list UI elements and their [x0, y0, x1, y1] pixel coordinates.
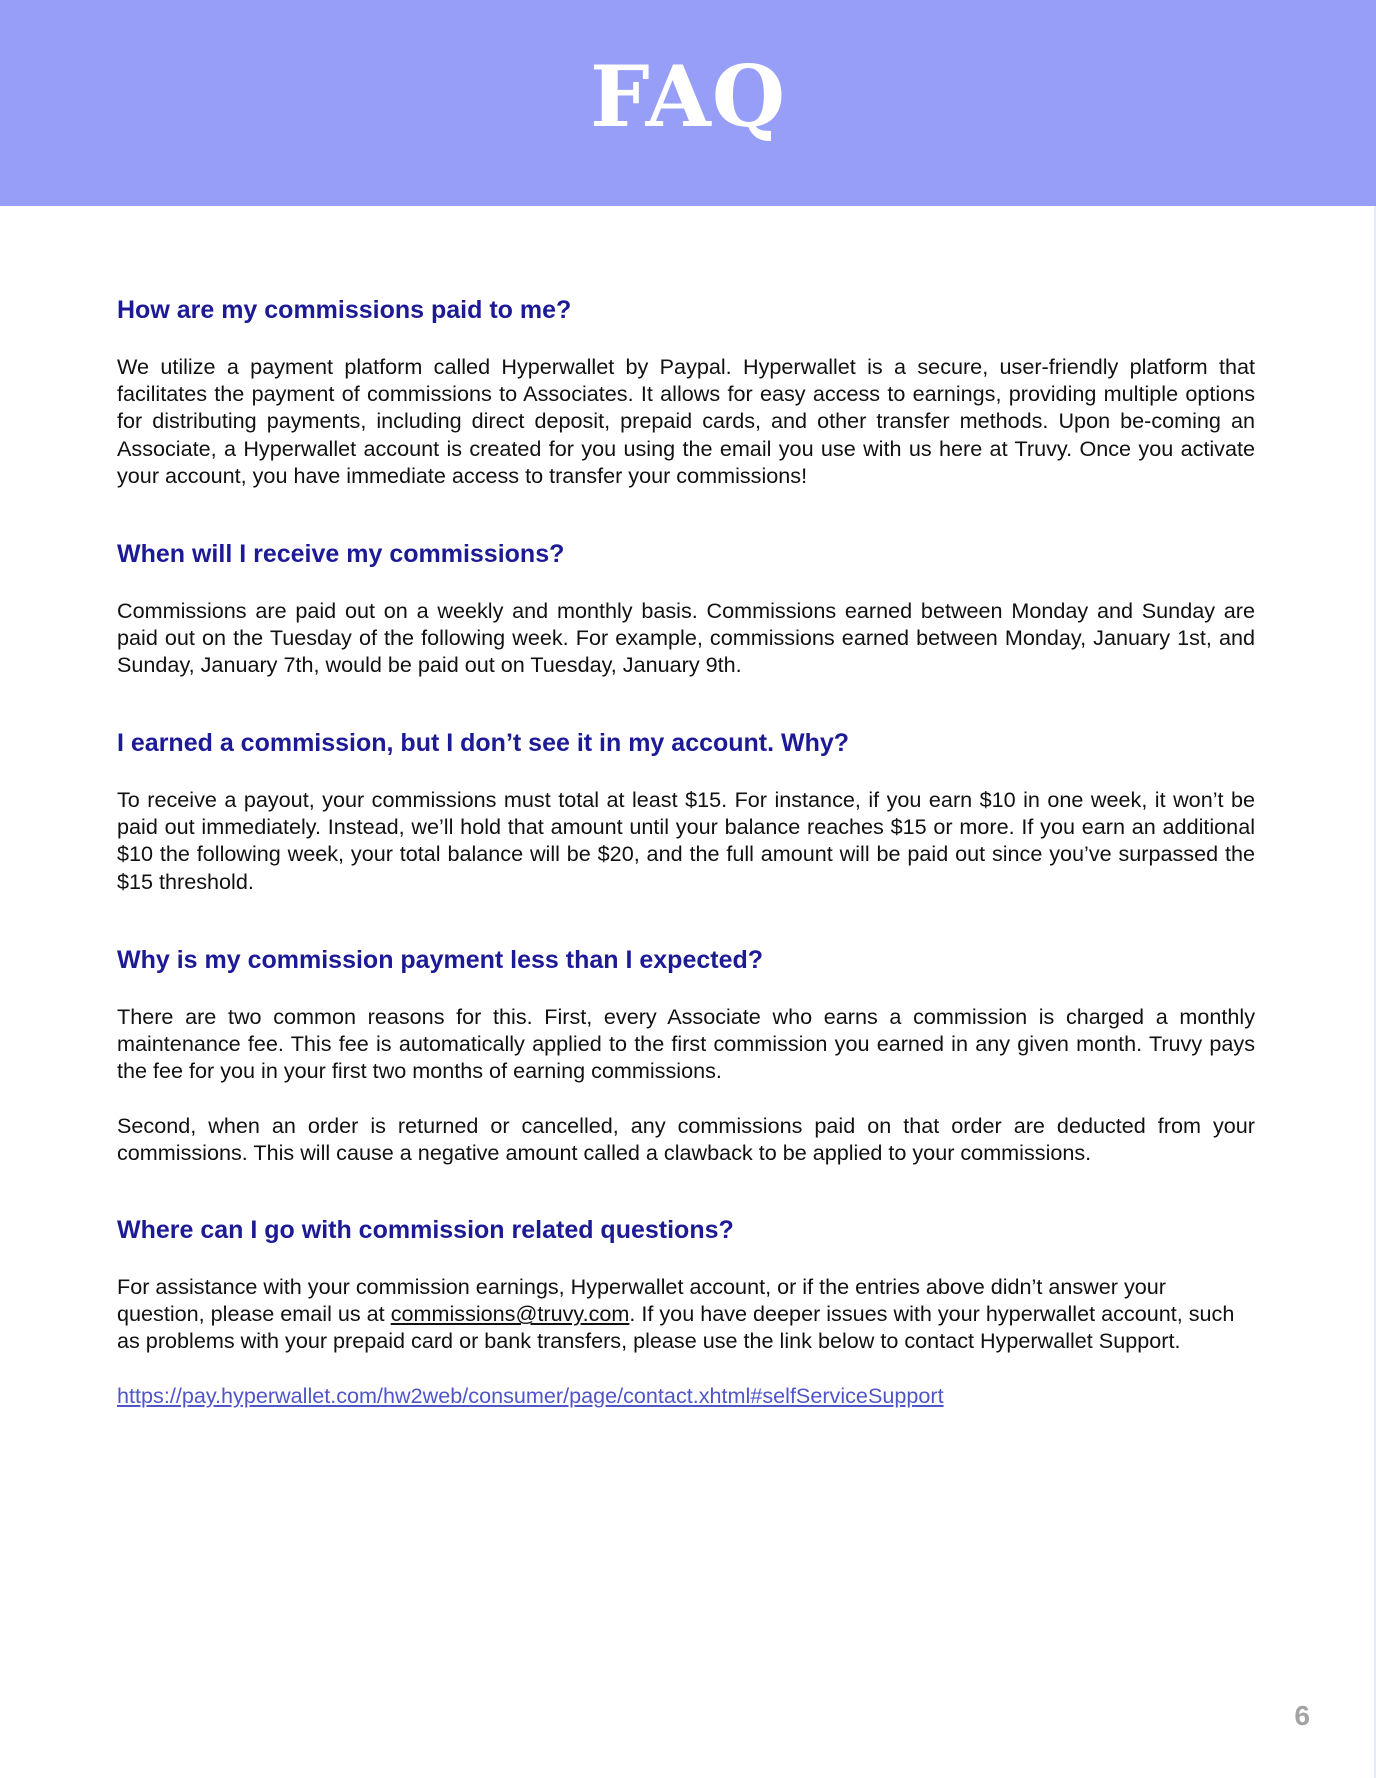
faq-question: I earned a commission, but I don’t see it in my account. Why? [117, 729, 850, 757]
faq-section-less-than-expected [117, 940, 1255, 1166]
page-title: FAQ [589, 47, 787, 146]
faq-answer: To receive a payout, your commissions must total at least $15. For instance, if you earn $10 in one week, it won’t be paid out immediately. Instead, we’ll hold that amount until your balance reaches $15 or more. If you earn an additional $10 the following week, your total balance will be $20, and the full amount will be paid out since you’ve surpassed the $15 threshold. [117, 787, 1255, 894]
faq-section-contact [117, 1210, 1255, 1409]
faq-answer: There are two common reasons for this. First, every Associate who earns a commission is charged a monthly maintenance fee. This fee is automatically applied to the first commission you earned in any given month. Truvy pays the fee for you in your first two months of earning commissions. [117, 1004, 1255, 1084]
header-band [0, 0, 1376, 206]
faq-section-when-receive [117, 534, 1255, 679]
hyperwallet-support-link[interactable]: https://pay.hyperwallet.com/hw2web/consumer/page/contact.xhtml#selfServiceSupport [117, 1382, 944, 1408]
faq-answer-contact [117, 1273, 1255, 1355]
contact-text-before-email: For assistance with your commission earnings, Hyperwallet account, or if the entries above didn’t answer your question, please email us at [117, 1274, 1166, 1327]
email-link[interactable]: commissions@truvy.com [390, 1301, 630, 1327]
contact-text-after-email: . If you have deeper issues with your hyperwallet account, such as problems with your prepaid card or bank transfers, please use the link below to contact Hyperwallet Support. [117, 1301, 1235, 1354]
faq-answer: Second, when an order is returned or cancelled, any commissions paid on that order are deducted from your commissions. This will cause a negative amount called a clawback to be applied to your commissions. [117, 1112, 1255, 1165]
faq-question: Why is my commission payment less than I expected? [117, 946, 764, 974]
faq-question: How are my commissions paid to me? [117, 296, 572, 324]
faq-section-how-paid [117, 290, 1255, 489]
faq-answer: We utilize a payment platform called Hyperwallet by Paypal. Hyperwallet is a secure, user-friendly platform that facilitates the payment of commissions to Associates. It allows for easy access to earnings, providing multiple options for distributing payments, including direct deposit, prepaid cards, and other transfer methods. Upon be-coming an Associate, a Hyperwallet account is created for you using the email you use with us here at Truvy. Once you activate your account, you have immediate access to transfer your commissions! [117, 354, 1255, 488]
page-number: 6 [1294, 1700, 1310, 1731]
faq-question: When will I receive my commissions? [117, 540, 565, 568]
faq-section-missing-commission [117, 723, 1255, 895]
faq-answer: Commissions are paid out on a weekly and monthly basis. Commissions earned between Monday and Sunday are paid out on the Tuesday of the following week. For example, commissions earned between Monday, January 1st, and Sunday, January 7th, would be paid out on Tuesday, January 9th. [117, 598, 1255, 678]
faq-question: Where can I go with commission related questions? [117, 1216, 734, 1244]
